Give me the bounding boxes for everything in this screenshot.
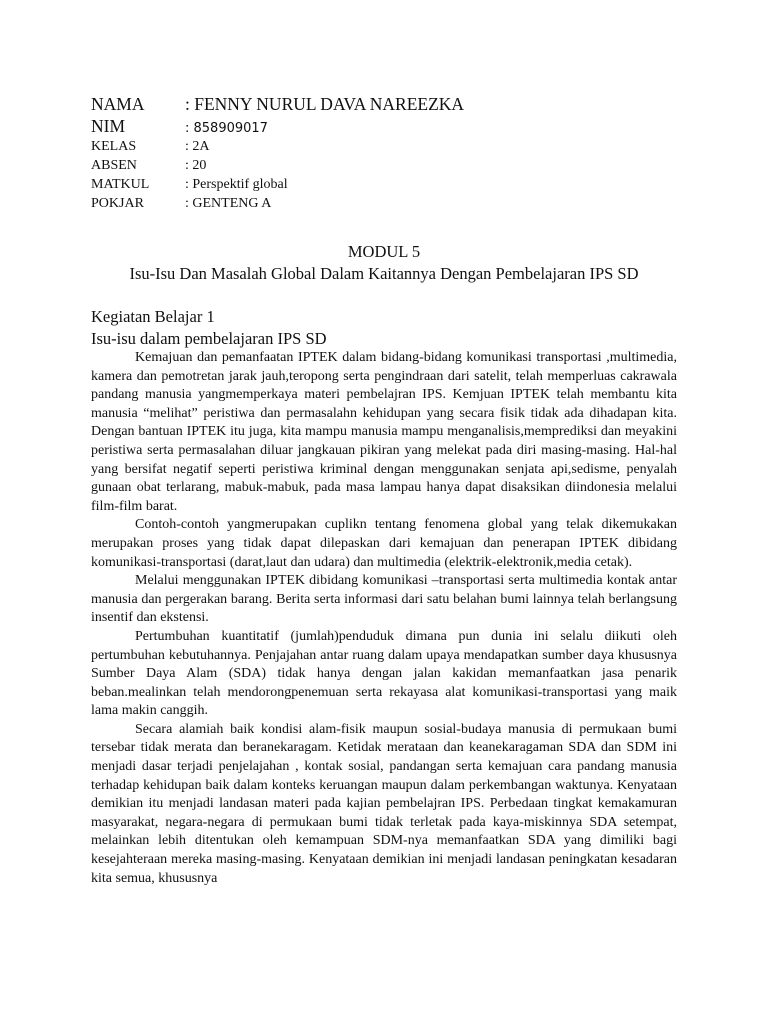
nim-value: : 858909017 [185,121,268,136]
paragraph: Secara alamiah baik kondisi alam-fisik maupun sosial-budaya manusia di permukaan bumi tersebar tidak merata dan beranekaragam. Ketidak merataan dan keanekaragaman SDA dan SDM ini menjadi dasar terjadi penjelajahan , kontak sosial, pandangan serta kemajuan cara pandang manusia terhadap kehidupan baik dalam konteks keruangan maupun dalam perkembangan waktunya. Kenyataan demikian itu menjadi landasan materi pada kajian pembelajran IPS. Perbedaan tingkat kemakamuran masyarakat, negara-negara di permukaan bumi tidak terletak pada kaya-miskinnya SDA setempat, melainkan lebih ditentukan oleh kemampuan SDM-nya memanfaatkan SDA yang dimiliki bagi kesejahteraan mereka masing-masing. Kenyataan demikian ini menjadi landasan peningkatan kesadaran kita semua, khususnya [91,721,677,886]
pokjar-value: : GENTENG A [185,196,272,211]
paragraph: Melalui menggunakan IPTEK dibidang komunikasi –transportasi serta multimedia kontak antar manusia dan pergerakan barang. Berita serta informasi dari satu belahan bumi lainnya telah berlangsung insentif dan ekstensi. [91,573,677,626]
identity-row-pokjar [91,194,464,213]
paragraph: Kemajuan dan pemanfaatan IPTEK dalam bidang-bidang komunikasi transportasi ,multimedia, kamera dan pemotretan jarak jauh,teropong serta pengindraan dari satelit, telah memperluas cakrawala pandang manusia yangmemperkaya materi pembelajran IPS. Kemjuan IPTEK telah membantu kita manusia “melihat” peristiwa dan permasalahn kehidupan yang secara fisik tidak ada dihadapan kita. Dengan bantuan IPTEK itu juga, kita mampu manusia mampu menganalisis,memprediksi dan meyakini peristiwa serta permasalahan diluar jangkauan pikiran yang melekat pada diri masing-masing. Hal-hal yang bersifat negatif seperti peristiwa kriminal dengan menggunakan senjata api,sedisme, penyalah gunaan obat terlarang, mabuk-mabuk, pada masa lampau hanya dapat disaksikan diindonesia melalui film-film barat. [91,350,677,514]
section-subtitle: Isu-isu dalam pembelajaran IPS SD [91,329,327,348]
section-heading: Kegiatan Belajar 1 [91,307,215,326]
module-number: MODUL 5 [347,242,421,261]
pokjar-label: POKJAR [91,196,144,211]
nim-label: NIM [91,116,126,136]
absen-value: : 20 [185,158,207,173]
body-text [91,349,677,888]
module-heading [91,241,677,285]
identity-row-matkul [91,175,464,194]
kelas-label: KELAS [91,139,137,154]
student-identity-table [91,93,464,213]
matkul-value: : Perspektif global [185,177,288,192]
identity-row-nim [91,115,464,137]
module-title: Isu-Isu Dan Masalah Global Dalam Kaitannya Dengan Pembelajaran IPS SD [129,264,639,283]
identity-row-kelas [91,137,464,156]
paragraph: Contoh-contoh yangmerupakan cuplikn tentang fenomena global yang telak dikemukakan merupakan proses yang tidak dapat dilepaskan dari kemajuan dan penerapan IPTEK dibidang komunikasi-transportasi (darat,laut dan udara) dan multimedia (elektrik-elektronik,media cetak). [91,517,677,570]
identity-row-nama [91,93,464,115]
nama-label: NAMA [91,94,145,114]
kelas-value: : 2A [185,139,210,154]
nama-value: : FENNY NURUL DAVA NAREEZKA [185,94,465,114]
absen-label: ABSEN [91,158,137,173]
matkul-label: MATKUL [91,177,150,192]
paragraph: Pertumbuhan kuantitatif (jumlah)penduduk dimana pun dunia ini selalu diikuti oleh pertumbuhan kebutuhannya. Penjajahan antar ruang dalam upaya mendapatkan sumber daya khususnya Sumber Daya Alam (SDA) tidak hanya dengan jalan kakidan memanfaatkan jasa penarik beban.mealinkan telah mendorongpenemuan serta rekayasa alat komunikasi-transportasi yang maik lama makin canggih. [91,628,677,719]
identity-row-absen [91,156,464,175]
